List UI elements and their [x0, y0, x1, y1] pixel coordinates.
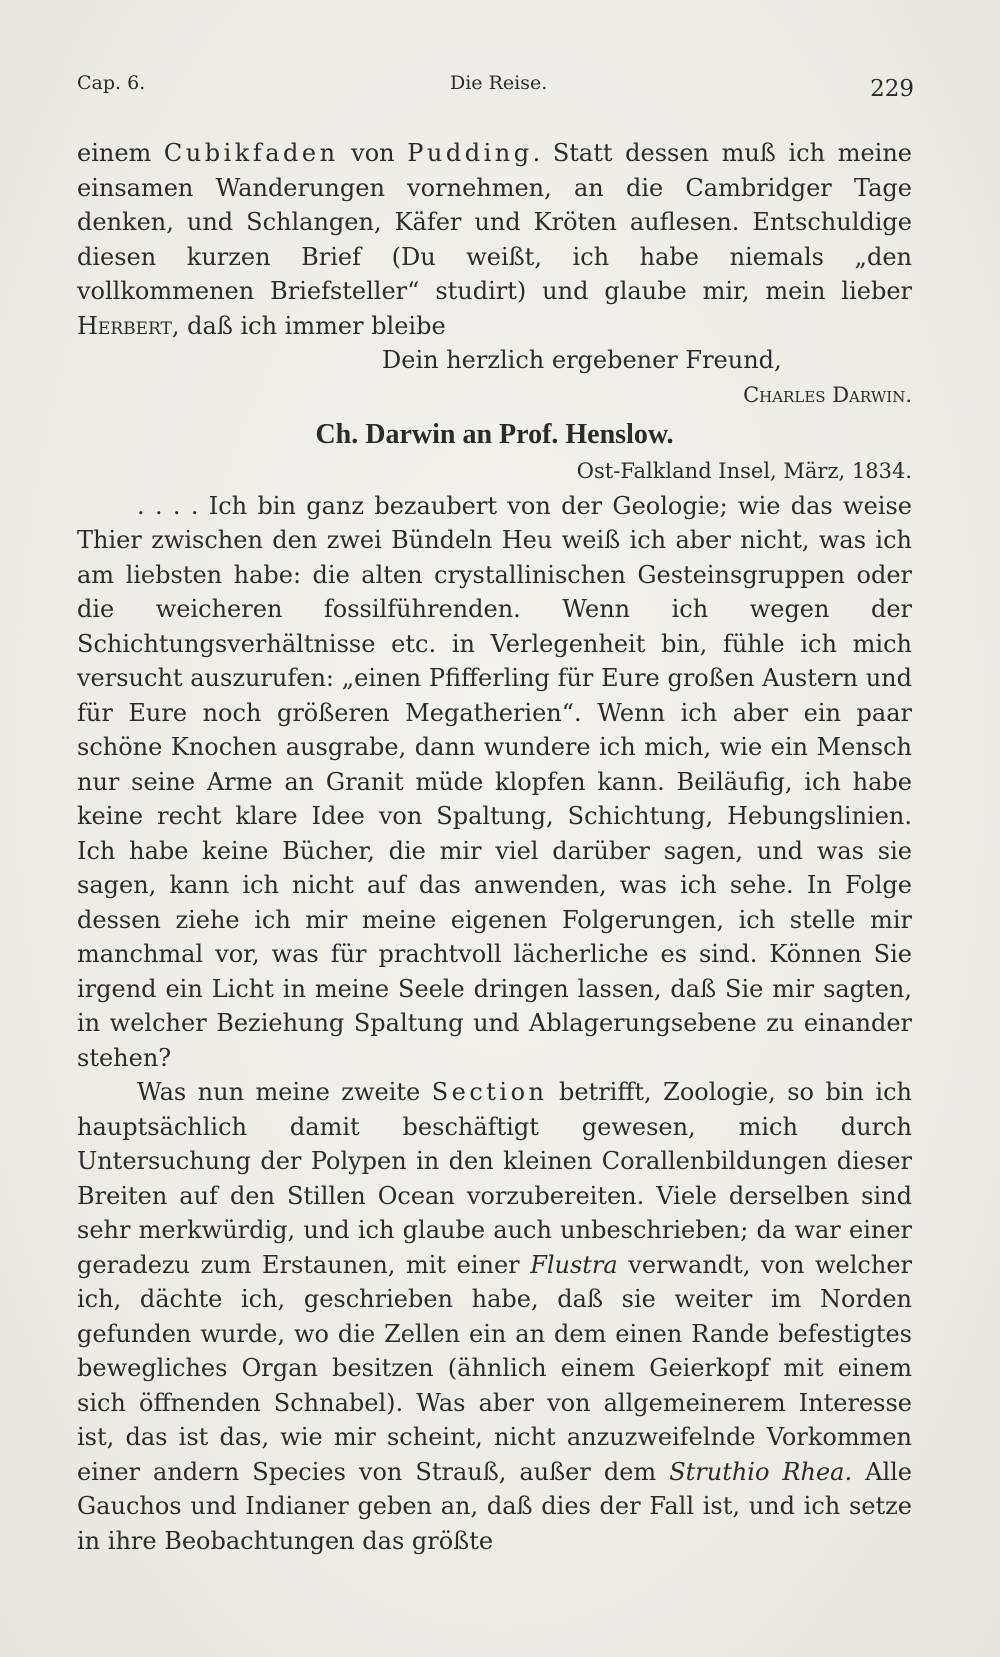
- paragraph-zoology: [77, 1075, 912, 1558]
- text-run: Alle Gauchos und Indianer geben an, daß dies der Fall ist, und ich setze in ihre Beobachtungen das größte: [77, 1457, 912, 1555]
- letter-heading: Ch. Darwin an Prof. Henslow.: [315, 419, 674, 450]
- paragraph-geology: . . . . Ich bin ganz bezaubert von der Geologie; wie das weise Thier zwischen den zwei Bündeln Heu weiß ich aber nicht, was ich am liebsten habe: die alten crystallinischen Gesteinsgruppen oder die weicheren fossilführenden. Wenn ich wegen der Schichtungsverhältnisse etc. in Verlegenheit bin, fühle ich mich versucht auszurufen: „einen Pfifferling für Eure großen Austern und für Eure noch größeren Megatherien“. Wenn ich aber ein paar schöne Knochen ausgrabe, dann wundere ich mich, wie ein Mensch nur seine Arme an Granit müde klopfen kann. Beiläufig, ich habe keine recht klare Idee von Spaltung, Schichtung, Hebungslinien. Ich habe keine Bücher, die mir viel darüber sagen, und was sie sagen, kann ich nicht auf das anwenden, was ich sehe. In Folge dessen ziehe ich mir meine eigenen Folgerungen, ich stelle mir manchmal vor, was für prachtvoll lächerliche es sind. Können Sie irgend ein Licht in meine Seele dringen lassen, daß Sie mir sagten, in welcher Beziehung Spaltung und Ablagerungsebene zu einander stehen?: [77, 491, 912, 1072]
- letter-closing: Dein herzlich ergebener Freund,: [382, 346, 782, 374]
- text-run: verwandt, von welcher ich, dächte ich, geschrieben habe, daß sie weiter im Norden gefunden wurde, wo die Zellen ein an dem einen Rande befestigtes bewegliches Organ besitzen (ähnlich einem Geierkopf mit einem sich öffnenden Schnabel). Was aber von allgemeinerem Interesse ist, das ist das, wie mir scheint, nicht anzuzweifelnde Vorkommen einer andern Species von Strauß, außer dem: [77, 1250, 913, 1486]
- text-run: von: [338, 139, 408, 167]
- spaced-word: Pudding: [407, 139, 533, 167]
- italic-term: Struthio Rhea.: [669, 1457, 853, 1486]
- letter-herbert-ending: [77, 136, 912, 343]
- text-run: einem: [77, 139, 164, 167]
- spaced-word: Section: [431, 1078, 548, 1106]
- text-run: betrifft, Zoologie, so bin ich hauptsächlich damit beschäftigt gewesen, mich durch Untersuchung der Polypen in den kleinen Corallenbildungen dieser Breiten auf den Stillen Ocean vorzubereiten. Viele derselben sind sehr merkwürdig, und ich glaube auch unbeschrieben; da war einer geradezu zum Erstaunen, mit einer: [77, 1078, 912, 1279]
- italic-term: Flustra: [530, 1250, 618, 1279]
- recipient-name: Herbert: [77, 311, 172, 340]
- letter-dateline: Ost-Falkland Insel, März, 1834.: [576, 459, 912, 483]
- letter-signature: Charles Darwin.: [743, 382, 912, 407]
- spaced-word: Cubikfaden: [163, 139, 339, 167]
- text-run: , daß ich immer bleibe: [171, 311, 446, 340]
- page-number: 229: [870, 76, 914, 102]
- text-run: Was nun meine zweite: [137, 1078, 432, 1106]
- page-body: [77, 136, 912, 1558]
- running-header: [77, 70, 914, 110]
- text-run: . Statt dessen muß ich meine einsamen Wanderungen vornehmen, an die Cambridger Tage denken, und Schlangen, Käfer und Kröten auflesen. Entschuldige diesen kurzen Brief (Du weißt, ich habe niemals „den vollkommenen Briefsteller“ studirt) und glaube mir, mein lieber: [77, 139, 912, 305]
- running-title: Die Reise.: [450, 72, 548, 94]
- chapter-label: Cap. 6.: [77, 72, 146, 94]
